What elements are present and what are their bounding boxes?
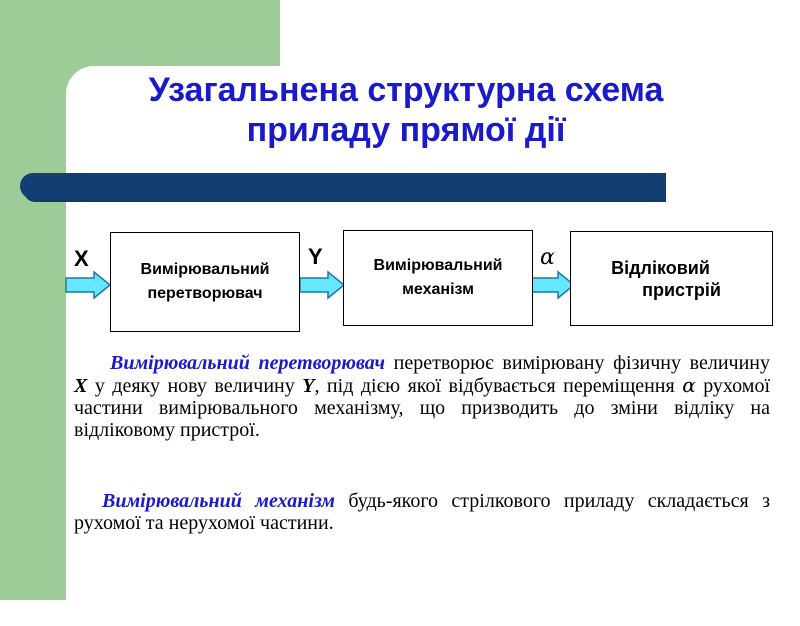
p1-var-x: X [74, 375, 88, 397]
block-2-line-2: механізм [402, 281, 474, 298]
symbol-alpha: α [540, 245, 555, 270]
input-symbol-x: X [74, 246, 89, 271]
block-measuring-mechanism [343, 230, 533, 326]
divider-bar [20, 173, 666, 199]
p1-var-y: Y [302, 375, 315, 397]
paragraph-converter [74, 352, 770, 441]
slide-title [66, 70, 746, 150]
term-converter: Вимірювальний перетворювач [110, 352, 386, 374]
p1-text-1: перетворює вимірювану фізичну величину [385, 352, 770, 374]
block-3-line-1: Відліковий [611, 257, 710, 278]
content-panel [66, 66, 800, 626]
block-3-line-2: пристрій [642, 279, 721, 300]
p2-text-1: будь-якого стрілкового приладу складається з рухомої та нерухомої частини. [74, 490, 770, 534]
term-mechanism: Вимірювальний механізм [102, 490, 335, 512]
p1-text-4: рухомої частини вимірювального механізму, що призводить до зміни відліку на відліковому пристрої. [74, 375, 771, 441]
title-line-1: Узагальнена структурна схема [148, 71, 664, 109]
symbol-y: Y [308, 244, 323, 269]
title-line-2: приладу прямої дії [246, 111, 566, 149]
paragraph-mechanism [74, 490, 770, 534]
p1-text-3: , під дією якої відбувається переміщення [314, 375, 683, 397]
block-measuring-converter [110, 232, 300, 332]
arrow-icon-middle [298, 270, 348, 300]
arrow-icon-input [64, 270, 114, 300]
block-reading-device [570, 231, 773, 326]
p1-var-alpha: α [682, 373, 696, 397]
block-1-line-2: перетворювач [147, 285, 263, 302]
p1-text-2: у деяку нову величину [87, 375, 303, 397]
block-2-line-1: Вимірювальний [373, 257, 503, 274]
block-1-line-1: Вимірювальний [140, 261, 270, 278]
